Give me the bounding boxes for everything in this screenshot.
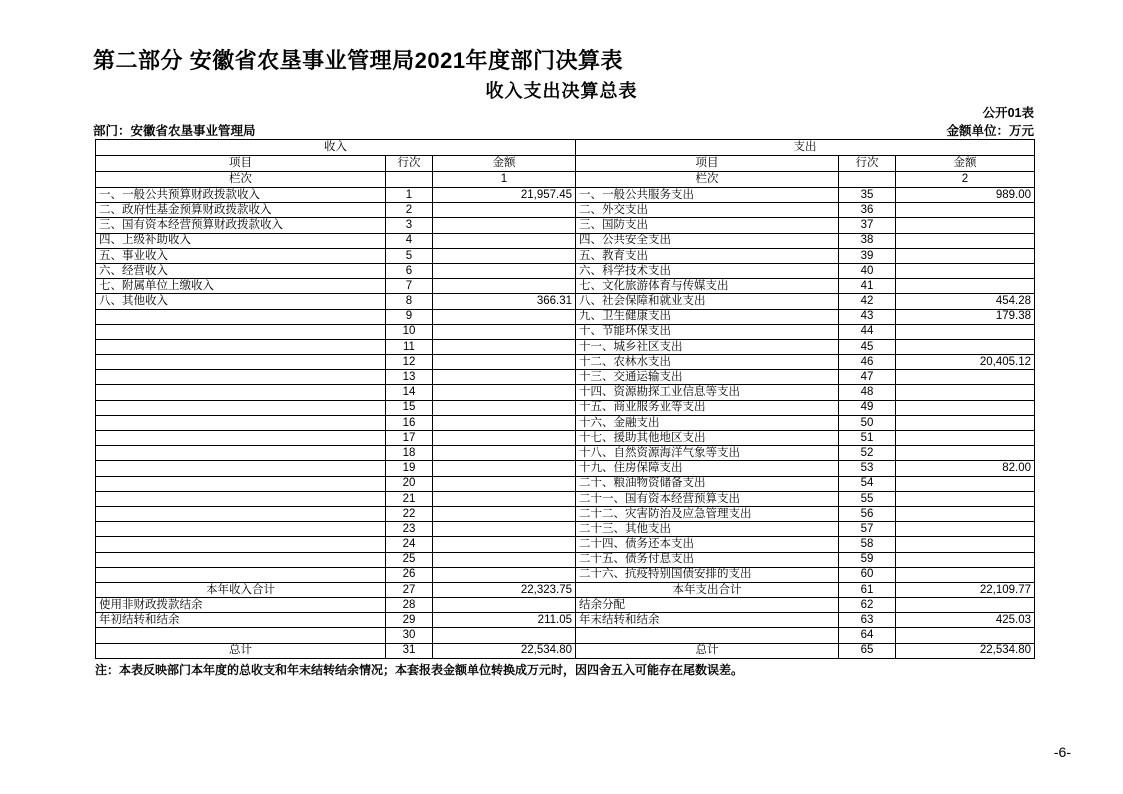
expense-item-cell: 二十三、其他支出 (576, 522, 839, 537)
expense-line-cell: 47 (839, 370, 896, 385)
table-row (96, 567, 1035, 582)
expense-item-cell: 本年支出合计 (576, 582, 839, 597)
income-line-cell: 10 (386, 324, 433, 339)
income-item-cell: 本年收入合计 (96, 582, 386, 597)
expense-amount-cell (896, 552, 1035, 567)
expense-line-cell: 49 (839, 400, 896, 415)
income-line-cell: 24 (386, 537, 433, 552)
income-item-cell (96, 506, 386, 521)
income-line-cell: 13 (386, 370, 433, 385)
income-line-cell: 3 (386, 218, 433, 233)
income-amount-cell (433, 233, 576, 248)
income-line-cell: 27 (386, 582, 433, 597)
expense-line-cell: 55 (839, 491, 896, 506)
expense-column-index-label: 栏次 (576, 172, 839, 188)
table-row (96, 279, 1035, 294)
income-amount-header: 金额 (433, 156, 576, 172)
expense-item-cell: 二十、粮油物资储备支出 (576, 476, 839, 491)
expense-line-cell: 62 (839, 598, 896, 613)
income-line-cell: 20 (386, 476, 433, 491)
expense-item-cell: 十五、商业服务业等支出 (576, 400, 839, 415)
expense-line-cell: 51 (839, 431, 896, 446)
expense-amount-cell (896, 218, 1035, 233)
table-row (96, 355, 1035, 370)
table-row (96, 233, 1035, 248)
income-amount-cell (433, 506, 576, 521)
income-amount-cell (433, 279, 576, 294)
income-item-header: 项目 (96, 156, 386, 172)
expense-amount-cell (896, 203, 1035, 218)
table-row (96, 385, 1035, 400)
expense-line-header: 行次 (839, 156, 896, 172)
expense-amount-cell (896, 385, 1035, 400)
expense-line-cell: 37 (839, 218, 896, 233)
expense-amount-cell (896, 370, 1035, 385)
expense-item-cell: 十八、自然资源海洋气象等支出 (576, 446, 839, 461)
income-section-header: 收入 (96, 140, 576, 156)
table-row (96, 400, 1035, 415)
expense-amount-cell (896, 522, 1035, 537)
income-amount-cell (433, 324, 576, 339)
income-line-cell: 5 (386, 248, 433, 263)
expense-amount-cell (896, 400, 1035, 415)
table-row (96, 613, 1035, 628)
expense-line-cell: 59 (839, 552, 896, 567)
expense-amount-cell: 179.38 (896, 309, 1035, 324)
income-item-cell (96, 461, 386, 476)
expense-amount-cell (896, 537, 1035, 552)
table-row (96, 188, 1035, 203)
income-amount-cell (433, 446, 576, 461)
income-item-cell (96, 370, 386, 385)
expense-amount-cell (896, 506, 1035, 521)
income-line-cell: 25 (386, 552, 433, 567)
income-item-cell (96, 446, 386, 461)
expense-line-cell: 44 (839, 324, 896, 339)
table-row (96, 552, 1035, 567)
expense-amount-cell (896, 279, 1035, 294)
income-expense-summary-table (95, 139, 1035, 659)
expense-item-cell: 五、教育支出 (576, 248, 839, 263)
income-line-cell: 26 (386, 567, 433, 582)
income-item-cell (96, 431, 386, 446)
expense-amount-cell (896, 598, 1035, 613)
table-row (96, 294, 1035, 309)
income-item-cell (96, 339, 386, 354)
expense-line-cell: 50 (839, 415, 896, 430)
income-item-cell (96, 552, 386, 567)
expense-item-cell: 十三、交通运输支出 (576, 370, 839, 385)
income-item-cell (96, 491, 386, 506)
income-line-cell: 14 (386, 385, 433, 400)
income-amount-cell (433, 491, 576, 506)
table-row (96, 476, 1035, 491)
table-row (96, 537, 1035, 552)
expense-amount-cell (896, 628, 1035, 643)
income-amount-cell (433, 522, 576, 537)
expense-item-cell: 二十四、债务还本支出 (576, 537, 839, 552)
income-item-cell (96, 628, 386, 643)
expense-item-cell: 六、科学技术支出 (576, 263, 839, 278)
income-line-cell: 8 (386, 294, 433, 309)
income-line-cell: 2 (386, 203, 433, 218)
footnote: 注：本表反映部门本年度的总收支和年末结转结余情况；本套报表金额单位转换成万元时，因四舍五入可能存在尾数误差。 (95, 663, 744, 677)
column-header-row (96, 156, 1035, 172)
expense-line-cell: 61 (839, 582, 896, 597)
table-row (96, 309, 1035, 324)
section-header-row (96, 140, 1035, 156)
table-row (96, 461, 1035, 476)
income-amount-cell (433, 263, 576, 278)
income-line-cell: 12 (386, 355, 433, 370)
income-item-cell: 使用非财政拨款结余 (96, 598, 386, 613)
table-row (96, 218, 1035, 233)
expense-line-blank (839, 172, 896, 188)
expense-line-cell: 45 (839, 339, 896, 354)
income-amount-cell: 21,957.45 (433, 188, 576, 203)
income-line-blank (386, 172, 433, 188)
expense-amount-cell (896, 248, 1035, 263)
income-item-cell (96, 476, 386, 491)
table-row (96, 339, 1035, 354)
expense-line-cell: 36 (839, 203, 896, 218)
expense-amount-header: 金额 (896, 156, 1035, 172)
expense-amount-cell (896, 491, 1035, 506)
income-line-cell: 22 (386, 506, 433, 521)
table-row (96, 415, 1035, 430)
expense-amount-cell (896, 476, 1035, 491)
income-line-cell: 4 (386, 233, 433, 248)
income-item-cell: 年初结转和结余 (96, 613, 386, 628)
table-row (96, 203, 1035, 218)
expense-line-cell: 64 (839, 628, 896, 643)
expense-line-cell: 48 (839, 385, 896, 400)
expense-line-cell: 42 (839, 294, 896, 309)
expense-line-cell: 58 (839, 537, 896, 552)
income-line-cell: 15 (386, 400, 433, 415)
page-subtitle: 收入支出决算总表 (485, 81, 638, 101)
expense-amount-cell (896, 431, 1035, 446)
income-amount-cell (433, 203, 576, 218)
income-item-cell: 五、事业收入 (96, 248, 386, 263)
expense-item-cell: 十七、援助其他地区支出 (576, 431, 839, 446)
income-amount-cell (433, 400, 576, 415)
income-amount-cell (433, 537, 576, 552)
income-item-cell (96, 400, 386, 415)
income-line-cell: 30 (386, 628, 433, 643)
income-item-cell (96, 355, 386, 370)
department-label: 部门：安徽省农垦事业管理局 (93, 124, 256, 138)
expense-amount-cell (896, 567, 1035, 582)
income-line-cell: 9 (386, 309, 433, 324)
income-item-cell: 三、国有资本经营预算财政拨款收入 (96, 218, 386, 233)
expense-line-cell: 56 (839, 506, 896, 521)
income-column-index-label: 栏次 (96, 172, 386, 188)
table-row (96, 598, 1035, 613)
expense-item-cell: 十四、资源勘探工业信息等支出 (576, 385, 839, 400)
expense-amount-cell (896, 339, 1035, 354)
page-number: -6- (1053, 744, 1071, 760)
income-line-header: 行次 (386, 156, 433, 172)
expense-item-cell: 十一、城乡社区支出 (576, 339, 839, 354)
expense-column-index: 2 (896, 172, 1035, 188)
expense-item-cell: 一、一般公共服务支出 (576, 188, 839, 203)
income-line-cell: 11 (386, 339, 433, 354)
income-item-cell: 七、附属单位上缴收入 (96, 279, 386, 294)
expense-item-cell: 三、国防支出 (576, 218, 839, 233)
income-amount-cell (433, 567, 576, 582)
income-amount-cell: 366.31 (433, 294, 576, 309)
income-item-cell (96, 567, 386, 582)
expense-amount-cell: 20,405.12 (896, 355, 1035, 370)
page-title: 第二部分 安徽省农垦事业管理局2021年度部门决算表 (93, 48, 624, 73)
expense-item-cell: 十九、住房保障支出 (576, 461, 839, 476)
expense-item-cell: 二、外交支出 (576, 203, 839, 218)
table-row (96, 628, 1035, 643)
expense-item-cell: 二十二、灾害防治及应急管理支出 (576, 506, 839, 521)
table-row (96, 248, 1035, 263)
expense-item-cell (576, 628, 839, 643)
expense-item-cell: 九、卫生健康支出 (576, 309, 839, 324)
income-line-cell: 6 (386, 263, 433, 278)
income-amount-cell (433, 476, 576, 491)
income-item-cell: 二、政府性基金预算财政拨款收入 (96, 203, 386, 218)
expense-line-cell: 53 (839, 461, 896, 476)
income-item-cell (96, 537, 386, 552)
expense-item-cell: 四、公共安全支出 (576, 233, 839, 248)
income-line-cell: 23 (386, 522, 433, 537)
table-row (96, 522, 1035, 537)
expense-item-cell: 十二、农林水支出 (576, 355, 839, 370)
expense-item-cell: 二十六、抗疫特别国债安排的支出 (576, 567, 839, 582)
table-row (96, 431, 1035, 446)
expense-amount-cell (896, 415, 1035, 430)
expense-amount-cell: 454.28 (896, 294, 1035, 309)
expense-amount-cell: 82.00 (896, 461, 1035, 476)
income-amount-cell (433, 628, 576, 643)
expense-line-cell: 57 (839, 522, 896, 537)
expense-item-cell: 十、节能环保支出 (576, 324, 839, 339)
expense-line-cell: 41 (839, 279, 896, 294)
table-row (96, 491, 1035, 506)
expense-item-header: 项目 (576, 156, 839, 172)
expense-line-cell: 60 (839, 567, 896, 582)
income-item-cell (96, 324, 386, 339)
expense-amount-cell: 22,109.77 (896, 582, 1035, 597)
expense-item-cell: 二十五、债务付息支出 (576, 552, 839, 567)
income-line-cell: 1 (386, 188, 433, 203)
expense-line-cell: 65 (839, 643, 896, 658)
table-row (96, 506, 1035, 521)
table-code: 公开01表 (982, 106, 1034, 120)
income-amount-cell (433, 309, 576, 324)
income-item-cell (96, 415, 386, 430)
table-row (96, 446, 1035, 461)
unit-label: 金额单位：万元 (946, 124, 1034, 138)
expense-item-cell: 七、文化旅游体育与传媒支出 (576, 279, 839, 294)
income-amount-cell (433, 598, 576, 613)
income-amount-cell (433, 431, 576, 446)
expense-item-cell: 年末结转和结余 (576, 613, 839, 628)
expense-line-cell: 46 (839, 355, 896, 370)
income-item-cell: 总计 (96, 643, 386, 658)
expense-item-cell: 八、社会保障和就业支出 (576, 294, 839, 309)
expense-line-cell: 52 (839, 446, 896, 461)
table-body (96, 188, 1035, 659)
income-line-cell: 31 (386, 643, 433, 658)
column-index-row (96, 172, 1035, 188)
income-amount-cell (433, 339, 576, 354)
income-line-cell: 21 (386, 491, 433, 506)
income-item-cell: 四、上级补助收入 (96, 233, 386, 248)
expense-amount-cell: 989.00 (896, 188, 1035, 203)
expense-item-cell: 总计 (576, 643, 839, 658)
income-line-cell: 19 (386, 461, 433, 476)
expense-line-cell: 43 (839, 309, 896, 324)
table-row (96, 582, 1035, 597)
expense-line-cell: 39 (839, 248, 896, 263)
income-amount-cell (433, 552, 576, 567)
income-line-cell: 7 (386, 279, 433, 294)
expense-amount-cell (896, 263, 1035, 278)
income-line-cell: 29 (386, 613, 433, 628)
income-amount-cell: 211.05 (433, 613, 576, 628)
expense-line-cell: 63 (839, 613, 896, 628)
income-column-index: 1 (433, 172, 576, 188)
income-item-cell (96, 309, 386, 324)
expense-amount-cell (896, 233, 1035, 248)
table-row (96, 263, 1035, 278)
income-amount-cell: 22,534.80 (433, 643, 576, 658)
expense-line-cell: 38 (839, 233, 896, 248)
table-row (96, 370, 1035, 385)
income-line-cell: 16 (386, 415, 433, 430)
expense-line-cell: 40 (839, 263, 896, 278)
expense-amount-cell (896, 324, 1035, 339)
expense-amount-cell (896, 446, 1035, 461)
expense-line-cell: 35 (839, 188, 896, 203)
income-amount-cell (433, 370, 576, 385)
income-amount-cell (433, 385, 576, 400)
expense-item-cell: 十六、金融支出 (576, 415, 839, 430)
income-item-cell (96, 522, 386, 537)
income-amount-cell (433, 218, 576, 233)
expense-item-cell: 二十一、国有资本经营预算支出 (576, 491, 839, 506)
income-line-cell: 17 (386, 431, 433, 446)
expense-amount-cell: 22,534.80 (896, 643, 1035, 658)
expense-item-cell: 结余分配 (576, 598, 839, 613)
income-amount-cell: 22,323.75 (433, 582, 576, 597)
income-line-cell: 28 (386, 598, 433, 613)
table-row (96, 643, 1035, 658)
income-item-cell: 一、一般公共预算财政拨款收入 (96, 188, 386, 203)
table-row (96, 324, 1035, 339)
expense-line-cell: 54 (839, 476, 896, 491)
income-amount-cell (433, 415, 576, 430)
expense-section-header: 支出 (576, 140, 1035, 156)
income-amount-cell (433, 461, 576, 476)
income-amount-cell (433, 355, 576, 370)
income-item-cell: 八、其他收入 (96, 294, 386, 309)
income-item-cell: 六、经营收入 (96, 263, 386, 278)
income-amount-cell (433, 248, 576, 263)
expense-amount-cell: 425.03 (896, 613, 1035, 628)
income-line-cell: 18 (386, 446, 433, 461)
income-item-cell (96, 385, 386, 400)
